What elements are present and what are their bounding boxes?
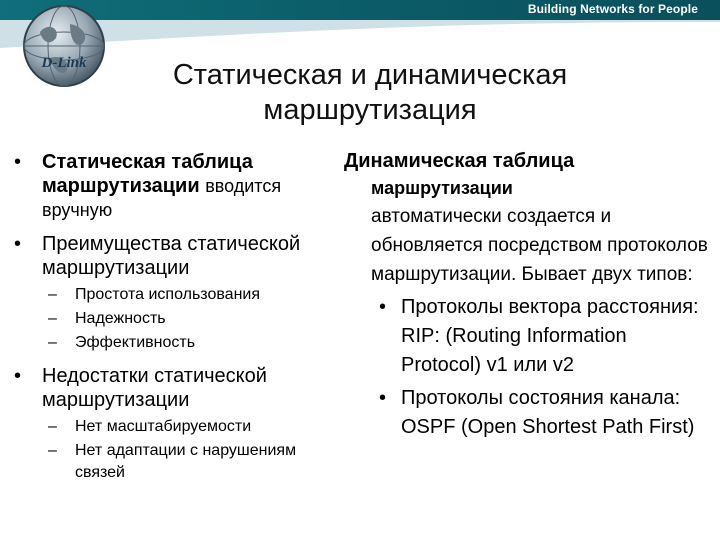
static-table-term: Статическая таблица маршрутизации	[42, 151, 253, 197]
bullet-static-table	[12, 150, 332, 222]
protocol-type-item: Протоколы вектора расстояния: RIP: (Routing Information Protocol) v1 или v2	[401, 296, 699, 376]
dash-icon: –	[48, 286, 57, 303]
dash-icon: –	[48, 418, 57, 435]
static-table-desc: вводится вручную	[42, 176, 282, 220]
dlink-logo	[20, 2, 108, 90]
slide-title: Статическая и динамическая маршрутизация	[172, 59, 568, 126]
dash-icon: –	[48, 310, 57, 327]
advantage-item: Простота использования	[75, 286, 261, 303]
list-item	[12, 308, 332, 330]
dynamic-table-heading: Динамическая таблица	[344, 150, 575, 172]
bullet-disadvantages	[12, 364, 332, 412]
list-item	[344, 384, 710, 442]
left-column	[12, 150, 332, 486]
list-item	[344, 293, 710, 380]
list-item	[12, 332, 332, 354]
globe-icon	[20, 2, 108, 90]
dash-icon: –	[48, 442, 57, 459]
bullet-icon: •	[14, 151, 22, 173]
protocol-type-item: Протоколы состояния канала: OSPF (Open Shortest Path First)	[401, 387, 695, 438]
dynamic-table-desc: автоматически создается и обновляется посредством протоколов маршрутизации. Бывает двух типов:	[371, 206, 708, 285]
list-item	[12, 416, 332, 438]
bullet-advantages	[12, 232, 332, 280]
brand-tagline: Building Networks for People	[527, 2, 698, 16]
advantage-item: Эффективность	[75, 334, 196, 351]
list-item	[12, 284, 332, 306]
right-column	[344, 148, 710, 442]
advantage-item: Надежность	[75, 310, 166, 327]
dynamic-table-heading-cont: маршрутизации	[371, 178, 513, 198]
disadvantage-item: Нет адаптации с нарушениям связей	[75, 442, 297, 481]
bullet-icon: •	[14, 233, 22, 255]
logo-text: D-Link	[41, 55, 87, 71]
advantages-label: Преимущества статической маршрутизации	[42, 233, 301, 279]
disadvantage-item: Нет масштабируемости	[75, 418, 252, 435]
bullet-icon: •	[14, 365, 22, 387]
bullet-icon: •	[379, 387, 387, 409]
dash-icon: –	[48, 334, 57, 351]
list-item	[12, 440, 332, 484]
disadvantages-label: Недостатки статической маршрутизации	[42, 365, 267, 411]
bullet-icon: •	[379, 296, 387, 318]
